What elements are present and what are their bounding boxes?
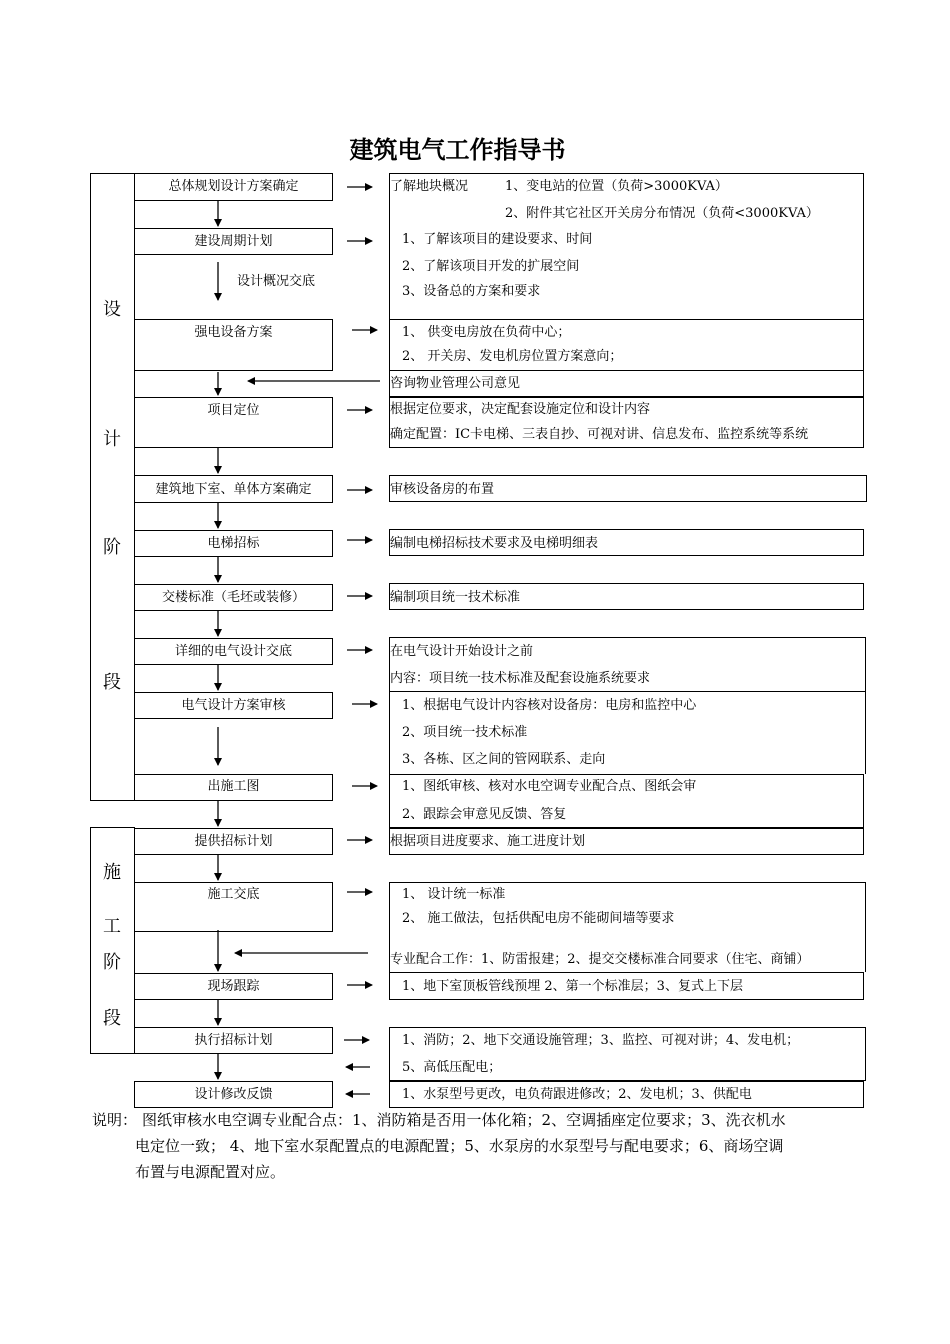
note-text: 了解地块概况 — [390, 179, 469, 194]
design-phase-char: 段 — [103, 672, 121, 693]
design-brief-label: 设计概况交底 — [237, 274, 316, 289]
design-phase-char: 设 — [103, 299, 121, 320]
note-text: 在电气设计开始设计之前 — [390, 644, 534, 659]
step-label: 交楼标准（毛坯或装修） — [161, 590, 305, 605]
step-label: 执行招标计划 — [194, 1033, 273, 1048]
note-text: 1、变电站的位置（负荷>3000KVA） — [505, 179, 728, 194]
note-text: 内容：项目统一技术标准及配套设施系统要求 — [390, 671, 651, 686]
note-text: 咨询物业管理公司意见 — [390, 376, 521, 391]
construction-phase-char: 工 — [103, 916, 121, 937]
note-text: 1、根据电气设计内容核对设备房：电房和监控中心 — [402, 698, 697, 713]
step-label: 现场跟踪 — [207, 979, 260, 994]
footnote-line: 布置与电源配置对应。 — [135, 1163, 286, 1181]
note-text: 3、设备总的方案和要求 — [402, 284, 541, 299]
note-text: 1、地下室顶板管线预埋 2、第一个标准层；3、复式上下层 — [402, 979, 743, 994]
step-label: 项目定位 — [207, 403, 260, 418]
note-text: 3、各栋、区之间的管网联系、走向 — [402, 752, 606, 767]
footnote-line: 电定位一致； 4、地下室水泵配置点的电源配置；5、水泵房的水泵型号与配电要求；6、商场空调 — [135, 1137, 784, 1155]
note-text: 2、 施工做法，包括供配电房不能砌间墙等要求 — [402, 911, 675, 926]
note-text: 确定配置：IC卡电梯、三表自抄、可视对讲、信息发布、监控系统等系统 — [390, 427, 809, 442]
note-text: 1、水泵型号更改，电负荷跟进修改；2、发电机；3、供配电 — [402, 1087, 752, 1102]
page-title: 建筑电气工作指导书 — [349, 136, 566, 164]
step-label: 施工交底 — [207, 887, 260, 902]
note-text: 2、附件其它社区开关房分布情况（负荷<3000KVA） — [505, 206, 819, 221]
step-label: 建筑地下室、单体方案确定 — [155, 482, 312, 497]
note-text: 1、 设计统一标准 — [402, 887, 506, 902]
step-label: 强电设备方案 — [194, 325, 273, 340]
construction-phase-char: 施 — [103, 862, 121, 883]
note-text: 审核设备房的布置 — [390, 482, 495, 497]
step-label: 总体规划设计方案确定 — [168, 179, 299, 194]
footnote-label: 说明： — [92, 1111, 138, 1129]
step-label: 电梯招标 — [207, 536, 260, 551]
note-text: 5、高低压配电； — [402, 1060, 502, 1075]
note-text: 1、图纸审核、核对水电空调专业配合点、图纸会审 — [402, 779, 697, 794]
note-text: 2、 开关房、发电机房位置方案意向； — [402, 349, 623, 364]
note-text: 1、了解该项目的建设要求、时间 — [402, 232, 593, 247]
step-label: 详细的电气设计交底 — [174, 644, 292, 659]
note-text: 2、项目统一技术标准 — [402, 725, 528, 740]
note-text: 1、 供变电房放在负荷中心； — [402, 325, 571, 340]
note-text: 根据项目进度要求、施工进度计划 — [390, 834, 586, 849]
step-label: 设计修改反馈 — [194, 1087, 273, 1102]
construction-phase-char: 段 — [103, 1008, 121, 1029]
note-text: 编制电梯招标技术要求及电梯明细表 — [390, 536, 599, 551]
step-label: 出施工图 — [207, 779, 260, 794]
step-label: 电气设计方案审核 — [181, 698, 286, 713]
step-label: 建设周期计划 — [194, 234, 273, 249]
note-text: 编制项目统一技术标准 — [390, 590, 521, 605]
note-text: 1、消防；2、地下交通设施管理；3、监控、可视对讲；4、发电机； — [402, 1033, 800, 1048]
note-text: 2、跟踪会审意见反馈、答复 — [402, 807, 567, 822]
footnote-line: 图纸审核水电空调专业配合点：1、消防箱是否用一体化箱；2、空调插座定位要求；3、洗衣机水 — [142, 1111, 786, 1129]
note-text: 根据定位要求，决定配套设施定位和设计内容 — [390, 402, 651, 417]
step-label: 提供招标计划 — [194, 834, 273, 849]
note-text: 专业配合工作：1、防雷报建；2、提交交楼标准合同要求（住宅、商铺） — [390, 952, 810, 967]
construction-phase-char: 阶 — [103, 952, 121, 973]
design-phase-char: 计 — [103, 429, 121, 450]
note-text: 2、了解该项目开发的扩展空间 — [402, 259, 580, 274]
design-phase-char: 阶 — [103, 537, 121, 558]
